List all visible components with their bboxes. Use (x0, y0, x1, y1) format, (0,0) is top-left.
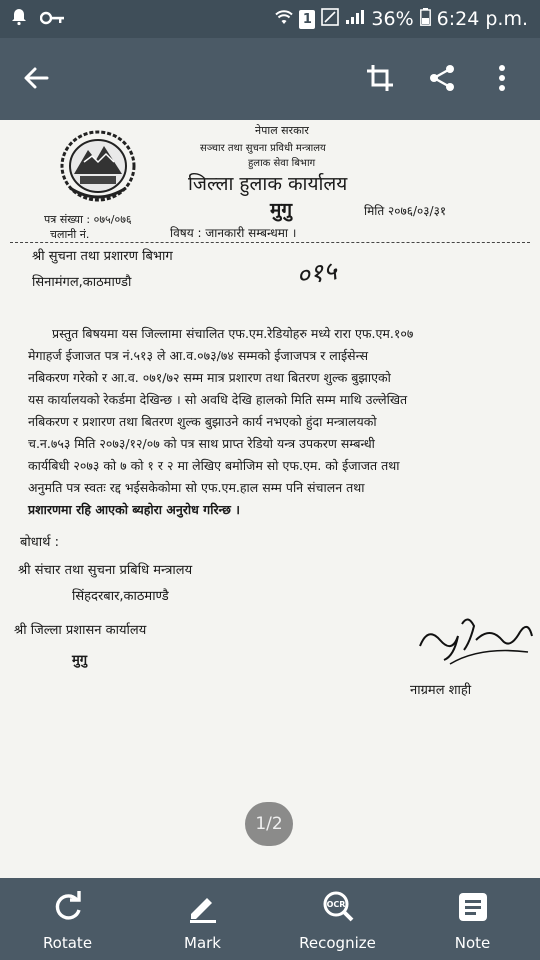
cc-item-address: सिंहदरबार,काठमाण्डै (72, 589, 169, 604)
body-line: यस कार्यालयको रेकर्डमा देखिन्छ । सो अवधि देखि हालको मिति सम्म माथि उल्लेखित (28, 392, 408, 407)
notification-icon (10, 8, 28, 30)
crop-icon[interactable] (360, 58, 400, 98)
top-toolbar (0, 38, 540, 120)
rotate-label: Rotate (42, 934, 93, 952)
document-page (0, 120, 540, 878)
wifi-icon (275, 8, 293, 31)
signal-lte-icon (321, 8, 339, 31)
pencil-icon (186, 890, 220, 934)
cc-title: बोधार्थ : (20, 535, 59, 550)
battery-icon (420, 8, 431, 31)
rotate-icon (51, 890, 85, 934)
clock: 6:24 p.m. (436, 8, 528, 30)
battery-percent: 36% (371, 8, 414, 30)
body-line: अनुमति पत्र स्वतः रद्द भईसकेकोमा सो एफ.एम.हाल सम्म पनि संचालन तथा (28, 480, 365, 495)
key-icon (40, 10, 66, 29)
body-line: प्रस्तुत बिषयमा यस जिल्लामा संचालित एफ.एम.रेडियोहरु मध्ये रारा एफ.एम.१०७ (52, 326, 414, 341)
body-line: नबिकरण र प्रशारण तथा बितरण शुल्क बुझाउने कार्य नभएको हुंदा मन्त्रालयको (28, 414, 377, 429)
cc-item: श्री संचार तथा सुचना प्रबिधि मन्त्रालय (18, 563, 193, 578)
body-line: कार्यबिधी २०७३ को ७ को १ र २ मा लेखिए बमोजिम सो एफ.एम. को ईजाजत तथा (28, 458, 400, 473)
svg-text:OCR: OCR (326, 900, 345, 909)
gov-name: नेपाल सरकार (255, 124, 309, 137)
handwritten-signature (410, 606, 535, 680)
body-line: मेगाहर्ज ईजाजत पत्र नं.५१३ ले आ.व.०७३/७४ सम्मको ईजाजपत्र र लाईसेन्स (28, 348, 369, 363)
department-name: हुलाक सेवा बिभाग (248, 158, 316, 169)
cc-item: श्री जिल्ला प्रशासन कार्यालय (14, 623, 147, 638)
recipient-address: सिनामंगल,काठमाण्डौ (32, 275, 132, 290)
office-title: जिल्ला हुलाक कार्यालय (188, 173, 348, 195)
nepal-emblem-icon (58, 128, 138, 208)
mark-button[interactable] (135, 878, 270, 960)
share-icon[interactable] (422, 58, 462, 98)
document-date: मिति २०७६/०३/३१ (364, 204, 447, 218)
bottom-action-bar (0, 878, 540, 960)
more-vertical-icon[interactable] (482, 58, 522, 98)
rotate-button[interactable] (0, 878, 135, 960)
recipient-name: श्री सुचना तथा प्रशारण बिभाग (32, 249, 173, 264)
recognize-button[interactable] (270, 878, 405, 960)
page-indicator: 1/2 (245, 802, 293, 846)
recognize-label: Recognize (299, 934, 376, 952)
handwritten-mark: ०१५ (294, 256, 339, 292)
note-label: Note (454, 934, 491, 952)
body-line: च.न.७५३ मिति २०७३/१२/०७ को पत्र साथ प्राप्त रेडियो यन्त्र उपकरण सम्बन्धी (28, 436, 375, 451)
ministry-name: सञ्चार तथा सुचना प्रविधी मन्त्रालय (200, 143, 326, 154)
district-title: मुगु (270, 199, 293, 221)
sim-slot-badge: 1 (299, 10, 315, 29)
body-line: नबिकरण गरेको र आ.व. ०७१/७२ सम्म मात्र प्रशारण तथा बितरण शुल्क बुझाएको (28, 370, 391, 385)
ocr-icon (321, 890, 355, 934)
header-divider (10, 242, 530, 244)
note-button[interactable] (405, 878, 540, 960)
dispatch-number: चलानी नं. (50, 228, 90, 241)
mark-label: Mark (184, 934, 221, 952)
signal-strength-icon (345, 8, 365, 30)
body-line: प्रशारणमा रहि आएको ब्यहोरा अनुरोध गरिन्छ । (28, 502, 240, 517)
signatory-name: नाग्रमल शाही (410, 683, 472, 698)
subject-line: विषय : जानकारी सम्बन्धमा । (170, 226, 297, 240)
reference-number: पत्र संख्या : ०७५/०७६ (44, 213, 132, 226)
status-bar (0, 0, 540, 38)
cc-item-address: मुगु (72, 653, 88, 668)
note-icon (456, 890, 490, 934)
arrow-left-icon[interactable] (16, 58, 56, 98)
